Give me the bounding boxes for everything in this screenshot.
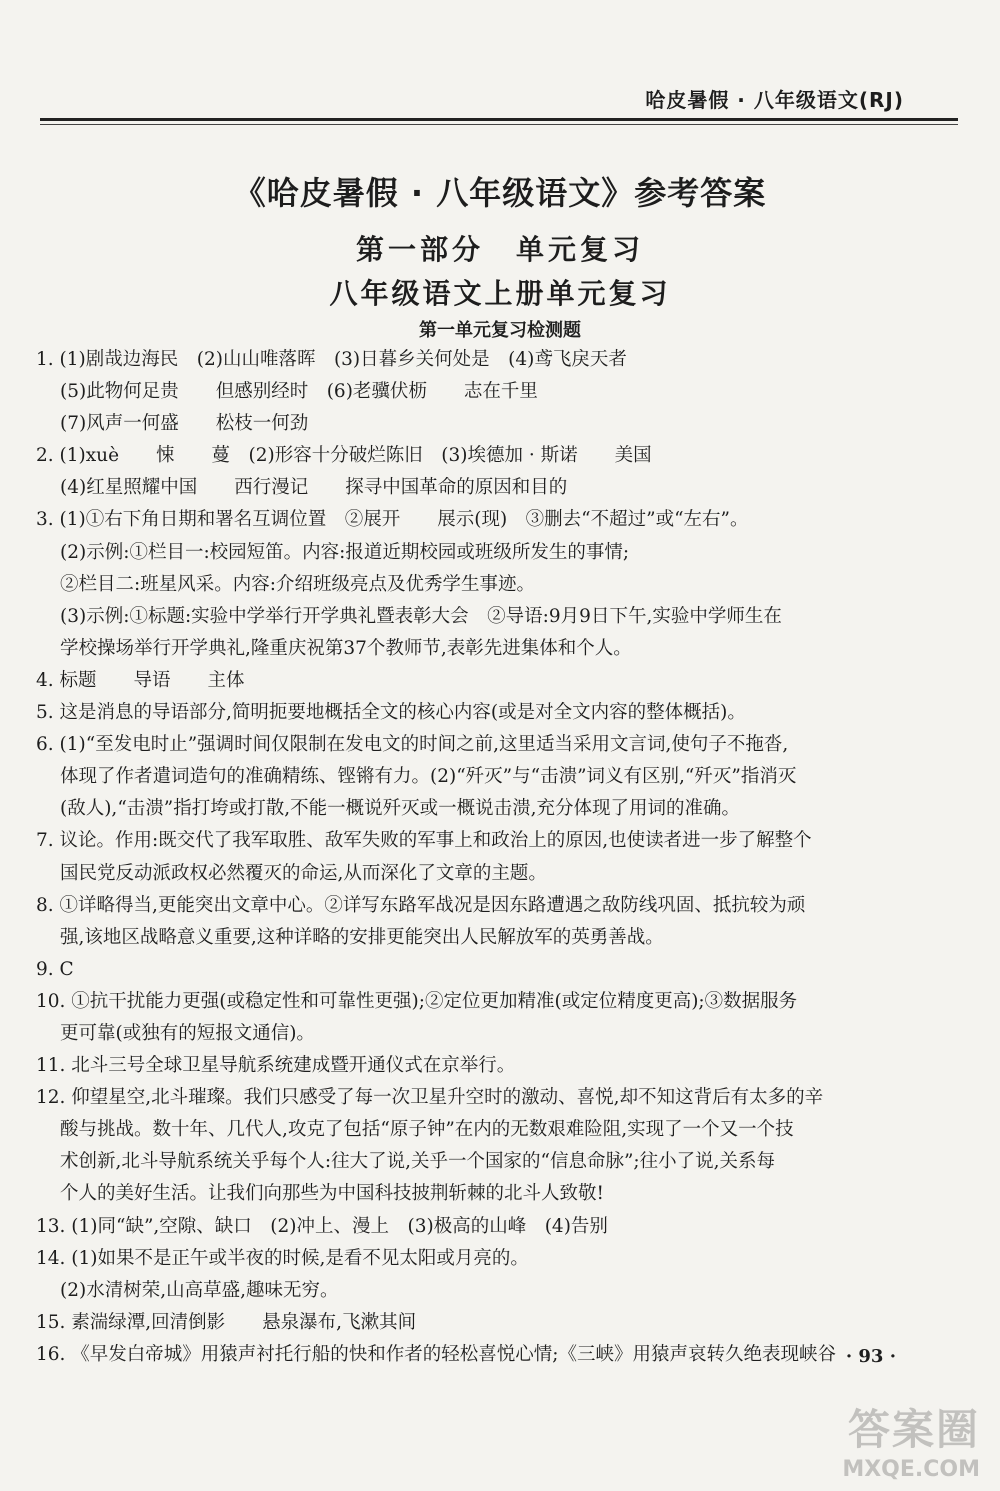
answer-line: 12. 仰望星空,北斗璀璨。我们只感受了每一次卫星升空时的激动、喜悦,却不知这背后有太多的辛 [36,1087,824,1109]
answer-line: (7)风声一何盛 松枝一何劲 [60,413,309,435]
header-rule [40,118,958,121]
answer-line: 体现了作者遣词造句的准确精练、铿锵有力。(2)“歼灭”与“击溃”词义有区别,“歼灭”指消灭 [60,766,797,788]
answer-line: 14. (1)如果不是正午或半夜的时候,是看不见太阳或月亮的。 [36,1247,529,1269]
answer-line: 5. 这是消息的导语部分,简明扼要地概括全文的核心内容(或是对全文内容的整体概括)。 [36,702,746,724]
answer-line: 10. ①抗干扰能力更强(或稳定性和可靠性更强);②定位更加精准(或定位精度更高);③数据服务 [36,990,798,1012]
answer-line: (敌人),“击溃”指打垮或打散,不能一概说歼灭或一概说击溃,充分体现了用词的准确。 [60,798,740,820]
answer-line: 2. (1)xuè 悚 蔓 (2)形容十分破烂陈旧 (3)埃德加 · 斯诺 美国 [36,445,652,467]
answer-list [36,344,916,1371]
watermark-logo-text: 答案圈 [847,1405,980,1454]
document-title: 《哈皮暑假 · 八年级语文》参考答案 [233,174,767,212]
answer-line: 酸与挑战。数十年、几代人,攻克了包括“原子钟”在内的无数艰难险阻,实现了一个又一个技 [60,1119,794,1141]
unit-title: 第一单元复习检测题 [419,320,581,341]
answer-line: (3)示例:①标题:实验中学举行开学典礼暨表彰大会 ②导语:9月9日下午,实验中学师生在 [60,605,782,627]
answer-line: 15. 素湍绿潭,回清倒影 悬泉瀑布,飞漱其间 [36,1311,417,1333]
part-title: 第一部分 单元复习 [355,233,644,266]
answer-line: 1. (1)剧哉边海民 (2)山山唯落晖 (3)日暮乡关何处是 (4)鸢飞戾天者 [36,349,627,370]
running-header: 哈皮暑假 · 八年级语文(RJ) [645,88,904,112]
page-number: · 93 · [845,1346,896,1367]
answer-line: 16. 《早发白帝城》用猿声衬托行船的快和作者的轻松喜悦心情;《三峡》用猿声哀转久绝表现峡谷 [36,1343,837,1365]
answer-line: 8. ①详略得当,更能突出文章中心。②详写东路军战况是因东路遭遇之敌防线巩固、抵抗较为顽 [36,894,806,916]
answer-line: ②栏目二:班星风采。内容:介绍班级亮点及优秀学生事迹。 [60,573,535,595]
answer-line: 7. 议论。作用:既交代了我军取胜、敌军失败的军事上和政治上的原因,也使读者进一步了解整个 [36,830,812,852]
answer-line: 13. (1)同“缺”,空隙、缺口 (2)冲上、漫上 (3)极高的山峰 (4)告别 [36,1215,608,1237]
answer-line: 11. 北斗三号全球卫星导航系统建成暨开通仪式在京举行。 [36,1055,516,1077]
answer-line: 6. (1)“至发电时止”强调时间仅限制在发电文的时间之前,这里适当采用文言词,使句子不拖沓, [36,734,789,756]
answer-line: 国民党反动派政权必然覆灭的命运,从而深化了文章的主题。 [60,862,547,884]
watermark-site-text: MXQE.COM [842,1457,980,1482]
answer-line: (5)此物何足贵 但感别经时 (6)老骥伏枥 志在千里 [60,381,538,403]
answer-line: 学校操场举行开学典礼,隆重庆祝第37个教师节,表彰先进集体和个人。 [60,637,632,659]
answer-line: (2)示例:①栏目一:校园短笛。内容:报道近期校园或班级所发生的事情; [60,541,630,563]
answer-line: 更可靠(或独有的短报文通信)。 [60,1022,315,1044]
watermark-logo [780,1397,980,1482]
answer-line: 3. (1)①右下角日期和署名互调位置 ②展开 展示(现) ③删去“不超过”或“左右”。 [36,509,749,531]
answer-line: 个人的美好生活。让我们向那些为中国科技披荆斩棘的北斗人致敬! [60,1183,604,1205]
book-title: 八年级语文上册单元复习 [329,277,671,310]
answer-line: (2)水清树荣,山高草盛,趣味无穷。 [60,1279,339,1301]
answer-line: 4. 标题 导语 主体 [36,669,245,691]
answer-line: 术创新,北斗导航系统关乎每个人:往大了说,关乎一个国家的“信息命脉”;往小了说,关系每 [60,1151,776,1173]
answer-line: 强,该地区战略意义重要,这种详略的安排更能突出人民解放军的英勇善战。 [60,926,664,948]
answer-line: 9. C [36,958,74,980]
answer-line: (4)红星照耀中国 西行漫记 探寻中国革命的原因和目的 [60,477,568,499]
